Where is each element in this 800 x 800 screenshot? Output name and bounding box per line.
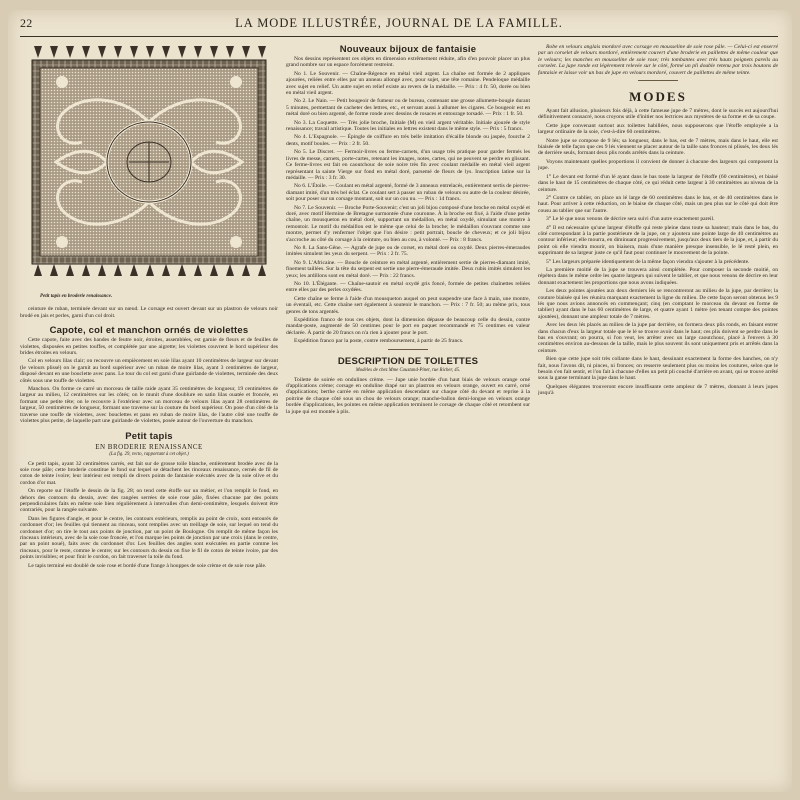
section-heading-modes: MODES bbox=[629, 89, 687, 105]
paragraph: Les deux pointes ajoutées aux deux derniers lés se rencontreront au milieu de la jupe, par derrière; la couture biaisée qui les réunira marquant exactement la ligne du milieu. De cette façon seront obtenus les 9 lés que nous avions annoncés en commençant; cinq (en comptant le morceau du devant en forme de tablier) ayant dans le bas 60 centimètres de large, et quatre ayant 1 mètre (en tenant compte des pointes ajoutées), donnant une ampleur totale de 7 mètres. bbox=[538, 288, 778, 320]
paragraph: No 8. La Sans-Gêne. — Agrafe de jupe ou de corset, en métal doré ou oxydé. Deux pierres-émeraudes imitées simulent les yeux du serpent. — Prix : 2 fr. 75. bbox=[286, 244, 530, 258]
paragraph: No 7. Le Souvenir. — Broche Porte-Souvenir; c'est un joli bijou composé d'une broche en métal oxydé et doré, avec motif Hermine de Bretagne surmontée d'une couronne. À la broche est fixé, à l'aide d'une petite chaîne, un mousqueton en métal doré, supportant un médaillon, en métal oxydé, simulant une montre à remontoir. Le motif du médaillon est le même que celui de la broche; le médaillon s'ouvrant comme une montre, permet d'y renfermer l'objet que l'on désire : petit portrait, boucle de cheveux; et ce joli bijou s'accroche au côté du corsage à la ceinture, ou bien au cou, à volonté. — Prix : 8 francs. bbox=[286, 204, 530, 243]
continuation-text: ceinture de ruban, terminée devant sur un nœud. Le corsage est ouvert devant sur un plastron de velours noir brodé en jais et perles, garni d'un col droit. bbox=[20, 306, 278, 319]
embroidered-rug-illustration bbox=[20, 44, 278, 290]
paragraph: Dans les figures d'angle, et pour le centre, les contours extérieurs, remplis au point de croix, sont entourés de cordonnet d'or; les feuilles qui tiennent au rinceau, sont remplies avec un treillage de soie, sur lequel on tend du cordonnet d'or; on tire le tout aux points de jonction, par un point de Boulogne. On remplit de même façon les rinceaux intérieurs, avec de la soie rose froncée, et l'on marque les points de jonction par une croix (dans le centre, par un point noué), faits avec du cordonnet d'or. Les feuilles des angles sont exécutées en partie comme les rinceaux, pour le reste, comme le centre; sur les contours du dessin on fixe le fil de coton de teinte ivoire, par des points invisibles; et pour finir le cordon, on fait traverser la toile du fond. bbox=[20, 515, 278, 561]
paragraph: Expédition franco par la poste, contre remboursement, à partir de 25 francs. bbox=[294, 338, 464, 345]
paragraph: No 1. Le Souvenir. — Chaîne-Régence en métal vieil argent. La chaîne est formée de 2 appliques ajourées, reliées entre elles par un anneau allongé avec, pour sujet, une tête romaine. Pendeloque médaille avec sujet en relief. Un autre sujet en relief existe au revers de la médaille. — Prix : 4 fr. 50, dorée ou bien en métal vieil argent. bbox=[286, 70, 530, 97]
paragraph: Ce petit tapis, ayant 32 centimètres carrés, est fait sur de grosse toile blanche, entièrement brodée avec de la soie rose pâle; cette broderie constitue le fond sur lequel se détachent les rinceaux renaissance, cernés de fil de coton de teinte ivoire; leur intérieur est rempli de divers points de fantaisie exécutés avec de la soie olive et du cordon d'or mat. bbox=[20, 460, 278, 486]
section-subtitle: Modèles de chez Mme Coustand-Pinet, rue Richer, 45. bbox=[355, 367, 461, 373]
paragraph: Manchon. On forme ce carré un morceau de taille raide ayant 35 centimètres de longueur, 19 centimètres de largeur au milieu, 12 centimètres sur les côtés; on le munit d'une doublure en satin lilas ouatée et froncée, en formant une petite tête; on le recouvre à l'extérieur avec un morceau de velours lilas ayant 28 centimètres de largeur, 50 centimètres de longueur, formant une traverse sur la couture du bord supérieur. On pose d'un côté de la traverse une touffe de violettes, avec bouclettes et pans en ruban de moire lilas, de l'autre côté une touffe de violettes plus petite, de laquelle part une guirlande de violettes, posée autour de l'ouverture du manchon. bbox=[20, 386, 278, 425]
section-heading-petit-tapis: Petit tapis bbox=[125, 430, 173, 442]
paragraph: Expédition franco de tous ces objets, dont la dimension dépasse de beaucoup celle du dessin, contre mandat-poste, augmenté de 50 centimes pour le port en paquet recommandé et 75 centimes en valeur déclarée. À partir de 20 francs on n'a rien à ajouter pour le port. bbox=[286, 317, 530, 336]
paragraph: No 9. L'Africaine. — Boucle de ceinture en métal argenté, entièrement sertie de pierres-diamant imité, finement taillées. Sur la tête du serpent est sertie une pierre-émeraude imitée. Deux rubis imités simulent les yeux; les ardillons sont en métal doré. — Prix : 22 francs. bbox=[286, 259, 530, 279]
section-heading-toilettes: DESCRIPTION DE TOILETTES bbox=[337, 355, 479, 367]
paragraph: No 3. La Coquette. — Très jolie broche, Initiale (M) en vieil argent véritable. Initiale ajourée de style renaissance; travail artistique. Toutes les initiales en lettres existent dans le même style. — Prix : 5 francs. bbox=[286, 119, 530, 133]
paragraph: Voyons maintenant quelles proportions il convient de donner à chacune des largeurs qui composent la jupe. bbox=[538, 158, 778, 172]
paragraph: Le tapis terminé est doublé de soie rose et bordé d'une frange à houppes de soie crème et de soie rose pâle. bbox=[28, 562, 267, 569]
paragraph: No 10. L'Élégante. — Chaîne-sautoir en métal oxydé gris foncé, formée de petites chaînettes reliées entre elles par des perles oxydées. bbox=[286, 281, 530, 294]
paragraph: Avec les deux lés placés au milieu de la jupe par derrière, on formera deux plis ronds, en faisant entrer dans chacun d'eux la largeur totale que le lé se trouve avoir dans le haut; ces plis doivent se perdre dans le bas en s'ouvrant; on pourra, si l'on veut, les arrêter avec un large caoutchouc, placé à l'envers à 30 centimètres environ au-dessous de la taille, mais le plus souvent ils sont uniquement pris et arrêtés dans la ceinture. bbox=[538, 322, 778, 354]
paragraph: No 5. Le Discret. — Fermoir-livres ou ferme-carnets, d'un usage très pratique pour garder fermés les livres de messe, carnets, porte-cartes, retenant les images, notes, cartes, qui ne peuvent se perdre en glissant. Ce ferme-livres est fait en caoutchouc de soie noire très fin avec coulant médaille en métal vieil argent représentant la sainte Vierge sur fond en métal doré, parsemé de fleurs de lys. Inscription latine sur la médaille. — Prix : 3 fr. 30. bbox=[286, 149, 530, 181]
paragraph: 3° Le lé que nous venons de décrire sera suivi d'un autre exactement pareil. bbox=[546, 216, 715, 223]
page-number: 22 bbox=[20, 16, 33, 30]
paragraph: On reporte sur l'étoffe le dessin de la fig. 28; on tend cette étoffe sur un métier, et l'on remplit le fond, en dehors des contours du dessin, avec des rangées serrées de soie rose pâle, fixées chacune par des points perpendiculaires faits en même soie bien régulièrement à intervalles d'un demi-centimètre, lesquels doivent être contrariés, pour la rangée suivante. bbox=[20, 488, 278, 514]
bottom-fringe bbox=[34, 264, 266, 276]
paragraph: Cette capote, faite avec des bandes de feutre noir, étroites, assemblées, est garnie de fleurs et de feuilles de violettes, disposées en petites touffes, et complétée par une aigrette; les violettes couvrent le bord supérieur des brides étroites en velours. bbox=[20, 337, 278, 357]
paragraph: No 2. Le Nain. — Petit bougeoir de fumeur ou de bureau, contenant une grosse allumette-bougie durant 5 minutes, permettant de cacheter des lettres, etc., et servant aussi à allumer les cigares. Ce bougeoir est en métal doré ou bien argenté, de forme ronde avec dessins de rosaces et entourage torsadé. — Prix : 1 fr. 50. bbox=[286, 98, 530, 118]
paragraph: 4° Il est nécessaire qu'une largeur d'étoffe qui reste pleine dans toute sa hauteur; mais dans le bas, du côté correspondant à la partie postérieure de la jupe, on y ajoutera une pointe large de 40 centimètres au contour inférieur; elle mourra, en diminuant progressivement, jusqu'aux deux tiers de la jupe, et, à partir du point où elle viendra mourir, on biaisera, mais d'une manière presque insensible, le lé resté plein, en supprimant de sa largeur juste ce qu'il faut pour continuer le mouvement de la pointe. bbox=[538, 224, 778, 257]
column-left bbox=[20, 44, 278, 782]
column-middle bbox=[286, 44, 530, 782]
paragraph: 2° Contre ce tablier, on place un lé large de 60 centimètres dans le bas, et de 40 centimètres dans le haut. Pour arriver à cette réduction, on le biaise de chaque côté, mais un peu plus sur le côté qui doit être cousu au tablier que sur l'autre. bbox=[538, 194, 778, 214]
paragraph: Col en velours lilas clair; on recouvre un empiècement en soie lilas ayant 10 centimètres de largeur sur devant (le velours plissé) on le garnit au bord supérieur avec un ruban de moire lilas, ayant 3 centimètres de largeur, disposé devant en une bouclette avec pans. Le tour du col est garni d'une guirlande de violettes, terminée des deux côtés sous une touffe de violettes. bbox=[20, 358, 278, 384]
illustration-caption: Petit tapis en broderie renaissance. bbox=[40, 294, 113, 299]
page-header bbox=[20, 16, 778, 34]
divider bbox=[388, 349, 428, 350]
paragraph: Ayant fait allusion, plusieurs fois déjà, à cette fameuse jupe de 7 mètres, dont le succès est aujourd'hui définitivement consacré, nous croyons utile d'initier nos lectrices aux mystères de sa forme et de sa coupe. bbox=[538, 108, 778, 121]
rug-drawing bbox=[20, 44, 278, 290]
column-right bbox=[538, 44, 778, 782]
section-heading-capote: Capote, col et manchon ornés de violettes bbox=[49, 325, 249, 337]
paragraph: Toilette de soirée en ondulines crème. — Jupe unie bordée d'un haut biais de velours orange orné d'applications crème; corsage en onduline drapé sur un plastron en velours orange, ouvert en carré, orné d'applications; berthe carrée en même application descendant sur chaque côté du devant et reprise à la poitrine de chaque côté sous un chou de velours orange; manche-ballon demi-longue en velours orange bordée d'applications, les pointes en même application terminent le corsage de chaque côté et retombent sur la jupe qui est montée à plis. bbox=[286, 376, 530, 415]
paragraph: 5° Les largeurs préparée identiquement de la même façon viendra s'ajouter à la précédente. bbox=[546, 258, 750, 265]
section-note: (La fig. 29, recto, rapportant à cet objet.) bbox=[109, 451, 189, 457]
paragraph: Cette chaîne se ferme à l'aide d'un mousqueton auquel on peut suspendre une face à main, une montre, un éventail, etc. Cette chaîne sert également à soutenir le manchon. — Prix : 7 fr. 50; au même prix, tous genres de tons argentés. bbox=[286, 295, 530, 315]
section-heading-bijoux: Nouveaux bijoux de fantaisie bbox=[339, 44, 477, 55]
paragraph: No 6. L'Étoile. — Coulant en métal argenté, formé de 3 anneaux entrelacés, entièrement sertis de pierres-diamant imité, d'un très bel éclat. Ce coulant sert à passer un ruban de velours ou autre de la couleur désirée, soit pour poser sur un corsage montant, soit sur un cou nu. — Prix : 14 francs. bbox=[286, 183, 530, 203]
top-fringe bbox=[34, 46, 266, 58]
paragraph: Cette jupe convenant surtout aux toilettes habillées, nous supposerons que l'étoffe employée a la largeur ordinaire de la soie, c'est-à-dire 60 centimètres. bbox=[538, 122, 778, 136]
section-subheading: EN BRODERIE RENAISSANCE bbox=[95, 442, 203, 451]
journal-page bbox=[8, 10, 792, 792]
paragraph: La première moitié de la jupe se trouvera ainsi complétée. Pour composer la seconde moitié, on répétera dans le même ordre les quatre largeurs qui suivent le tablier, et que nous venons de décrire en leur donnant exactement les proportions que nous avons indiquées. bbox=[538, 266, 778, 286]
journal-title: LA MODE ILLUSTRÉE, JOURNAL DE LA FAMILLE. bbox=[235, 16, 563, 30]
paragraph: Bien que cette jupe soit très collante dans le haut, dessinant exactement la forme des hanches, on n'y fait, nous l'avons dit, ni pinces, ni fronces; on resserre seulement plus ou moins les coutures, selon que le besoin s'en fait sentir, et l'on fait à chacune d'elles un petit pli couché d'arrière en avant, qui se trouve arrêté sous la ganse terminant la jupe dans le haut. bbox=[538, 356, 778, 382]
paragraph: Notre jupe se compose de 9 lés; sa longueur, dans le bas, est de 7 mètres, mais dans le haut, elle est biaisée de telle façon que ces 9 lés viennent se placer autour de la taille sans fronces ni plissés, les deux lés de derrière seuls, formant deux plis ronds arrêtés dans la ceinture. bbox=[538, 137, 778, 157]
paragraph: No 4. L'Espagnole. — Épingle de coiffure en très belle imitation d'écaille blonde ou jaspée, fourche 2 dents, motif boules. — Prix : 2 fr. 50. bbox=[286, 134, 530, 147]
divider bbox=[638, 80, 678, 81]
paragraph: Robe en velours anglais mordoré avec corsage en mousseline de soie rose pâle. — Celui-ci est enserré par un corselet de velours mordoré, entièrement couvert d'une broderie en paillettes de même couleur que le velours; les manches en mousseline de soie rose; très tombantes avec très hauts poignets pareils au corselet. La jupe ronde est légèrement relevée sur le côté, formé un pli double retenu par trois boutons de fantaisie et laisse voir un bas de jupe en velours mordoré, couvert de paillettes de même teinte. bbox=[538, 44, 778, 76]
paragraph: Nos dessins représentent ces objets en dimension extrêmement réduite, afin d'en pouvoir placer un plus grand nombre sur un espace forcément restreint. bbox=[286, 56, 530, 69]
paragraph: Quelques élégantes trouveront encore insuffisante cette ampleur de 7 mètres, donnant à leurs jupes jusqu'à bbox=[538, 383, 778, 397]
header-rule bbox=[20, 36, 778, 37]
paragraph: 1° Le devant est formé d'un lé ayant dans le bas toute la largeur de l'étoffe (60 centimètres), et biaisé dans le haut de 15 centimètres de chaque côté, ce qui réduit cette largeur à 30 centimètres au niveau de la ceinture. bbox=[538, 173, 778, 193]
